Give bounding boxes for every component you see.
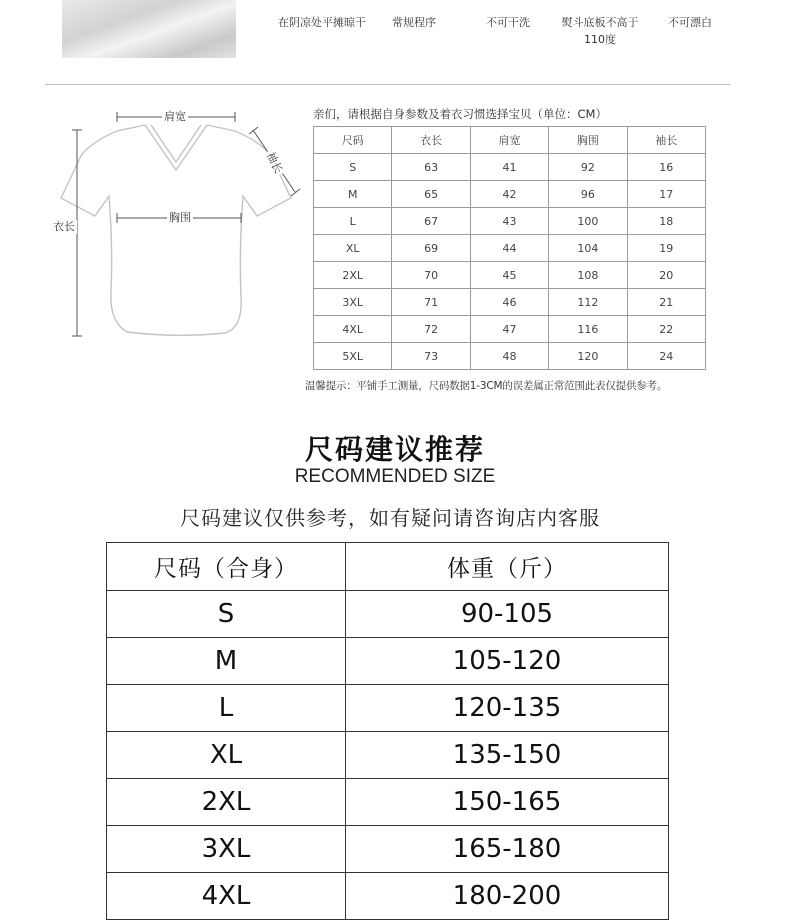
header-cell: 肩宽 [470,127,548,154]
header-cell: 体重（斤） [346,543,669,591]
table-cell: 180-200 [346,873,669,920]
care-item-normal-cycle: 常规程序 [392,16,436,29]
fabric-photo [62,0,236,58]
table-cell: 165-180 [346,826,669,873]
table-cell: 47 [470,316,548,343]
table-cell: S [314,154,392,181]
table-cell: 108 [549,262,627,289]
table-cell: 63 [392,154,470,181]
table-row [314,181,706,208]
table-cell: 20 [627,262,705,289]
length-label: 衣长 [53,220,75,233]
table-cell: 73 [392,343,470,370]
table-cell: 150-165 [346,779,669,826]
table-cell: 135-150 [346,732,669,779]
table-cell: 90-105 [346,591,669,638]
table-cell: 22 [627,316,705,343]
care-item-no-dryclean: 不可干洗 [486,16,530,29]
header-cell: 衣长 [392,127,470,154]
shoulder-label: 肩宽 [164,110,186,123]
table-row [314,343,706,370]
header-cell: 尺码 [314,127,392,154]
table-cell: 105-120 [346,638,669,685]
table-cell: L [314,208,392,235]
table-cell: 3XL [107,826,346,873]
table-cell: 112 [549,289,627,316]
table-row [314,208,706,235]
divider [45,84,730,85]
recommend-table [106,542,669,920]
table-row [314,154,706,181]
table-cell: M [107,638,346,685]
recommend-description: 尺码建议仅供参考，如有疑问请咨询店内客服 [180,506,600,530]
table-cell: 2XL [107,779,346,826]
table-cell: 70 [392,262,470,289]
table-cell: 65 [392,181,470,208]
header-cell: 袖长 [627,127,705,154]
table-row [107,591,669,638]
table-row [107,873,669,920]
table-cell: 17 [627,181,705,208]
table-cell: XL [314,235,392,262]
table-row [107,685,669,732]
table-cell: 42 [470,181,548,208]
table-row [314,262,706,289]
size-table-note: 亲们，请根据自身参数及着衣习惯选择宝贝（单位：CM） [313,107,607,121]
recommend-subtitle: RECOMMENDED SIZE [294,466,496,487]
table-cell: 120-135 [346,685,669,732]
table-cell: 44 [470,235,548,262]
table-cell: 120 [549,343,627,370]
sleeve-label: 袖长 [262,148,286,177]
table-cell: S [107,591,346,638]
recommend-title: 尺码建议推荐 [304,433,485,466]
header-cell: 尺码（合身） [107,543,346,591]
table-cell: M [314,181,392,208]
recommend-table-header [107,543,669,591]
table-cell: XL [107,732,346,779]
table-cell: 41 [470,154,548,181]
size-table [313,126,706,370]
size-table-tip: 温馨提示：平铺手工测量，尺码数据1-3CM的误差属正常范围此表仅提供参考。 [305,380,668,392]
table-cell: 16 [627,154,705,181]
care-item-shade-dry: 在阴凉处平摊晾干 [278,16,366,29]
table-cell: 92 [549,154,627,181]
size-table-header [314,127,706,154]
table-cell: 4XL [107,873,346,920]
table-cell: 67 [392,208,470,235]
table-cell: 18 [627,208,705,235]
table-row [107,779,669,826]
table-row [107,826,669,873]
shirt-measure-diagram [55,100,305,360]
table-cell: 4XL [314,316,392,343]
table-cell: 19 [627,235,705,262]
care-item-iron-temp: 熨斗底板不高于110度 [561,16,639,46]
header-cell: 胸围 [549,127,627,154]
table-cell: 43 [470,208,548,235]
table-cell: 116 [549,316,627,343]
table-cell: 5XL [314,343,392,370]
table-cell: 104 [549,235,627,262]
table-row [314,289,706,316]
table-row [107,638,669,685]
table-cell: 96 [549,181,627,208]
chest-label: 胸围 [169,211,191,224]
table-cell: 69 [392,235,470,262]
table-cell: 71 [392,289,470,316]
table-cell: 3XL [314,289,392,316]
table-cell: 100 [549,208,627,235]
table-row [314,235,706,262]
table-cell: 24 [627,343,705,370]
table-cell: 45 [470,262,548,289]
table-cell: 46 [470,289,548,316]
table-cell: 2XL [314,262,392,289]
table-row [107,732,669,779]
table-cell: 48 [470,343,548,370]
table-cell: L [107,685,346,732]
care-item-no-bleach: 不可漂白 [668,16,712,29]
table-row [314,316,706,343]
table-cell: 72 [392,316,470,343]
tshirt-outline-icon [55,100,305,360]
table-cell: 21 [627,289,705,316]
